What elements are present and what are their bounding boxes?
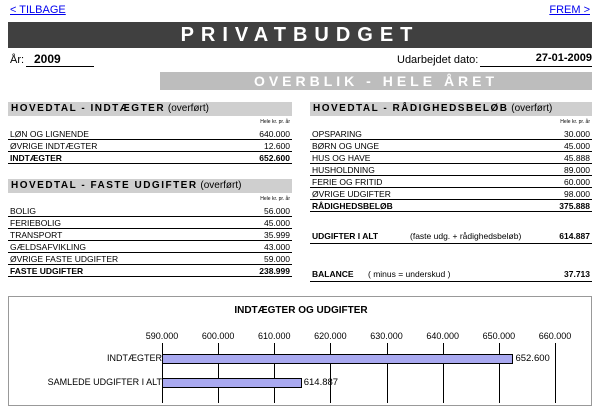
row-label: BØRN OG UNGE [312,141,380,151]
row-label: ØVRIGE UDGIFTER [312,189,391,199]
total-expenses-note: (faste udg. + rådighedsbeløb) [410,231,522,241]
table-row [8,241,292,253]
row-label: LØN OG LIGNENDE [10,129,89,139]
row-value[interactable]: 35.999 [264,230,290,240]
x-tick-label: 650.000 [482,331,516,341]
row-value[interactable]: 59.000 [264,254,290,264]
table-row [310,152,592,164]
row-label: OPSPARING [312,129,362,139]
row-label: HUS OG HAVE [312,153,371,163]
x-tick-label: 610.000 [258,331,291,341]
row-label: FERIE OG FRITID [312,177,383,187]
bar-value-label: 652.600 [515,353,550,364]
table-row [8,205,292,217]
balance-note: ( minus = underskud ) [368,269,451,279]
row-label: ØVRIGE INDTÆGTER [10,141,98,151]
disposable-table [310,128,592,212]
table-row [310,176,592,188]
row-value[interactable]: 98.000 [564,189,590,199]
disposable-total-row [310,200,592,212]
table-row [8,229,292,241]
x-tick-label: 600.000 [201,331,235,341]
disposable-section-title: HOVEDTAL - RÅDIGHEDSBELØB [313,103,509,114]
x-tick-label: 640.000 [426,331,459,341]
income-table [8,128,292,164]
table-row [8,128,292,140]
date-label: Udarbejdet dato: [397,54,479,66]
back-link[interactable]: < TILBAGE [10,4,66,16]
fixed-section-suffix: (overført) [200,180,242,191]
bar [162,354,513,364]
table-row [310,188,592,200]
total-expenses-label: UDGIFTER I ALT [312,231,379,241]
row-label: GÆLDSAFVIKLING [10,242,87,252]
row-label: ØVRIGE FASTE UDGIFTER [10,254,119,264]
row-value[interactable]: 43.000 [264,242,290,252]
fixed-section-header [8,179,292,193]
x-tick-label: 590.000 [145,331,179,341]
table-row [8,217,292,229]
date-field[interactable]: 27-01-2009 [480,52,592,67]
row-label: BOLIG [10,206,36,216]
x-tick-label: 620.000 [314,331,347,341]
row-value[interactable]: 30.000 [564,129,590,139]
disposable-section-suffix: (overført) [511,103,553,114]
row-label: FASTE UDGIFTER [10,266,84,276]
table-row [310,164,592,176]
year-field[interactable]: 2009 [26,52,94,67]
x-tick-label: 630.000 [370,331,403,341]
row-label: RÅDIGHEDSBELØB [312,201,393,211]
chart-title: INDTÆGTER OG UDGIFTER [234,305,368,316]
income-section-header [8,102,292,116]
disposable-section-header [310,102,592,116]
total-expenses-row [310,230,592,244]
table-row [8,140,292,152]
bar [162,378,302,388]
table-row [310,128,592,140]
row-value[interactable]: 45.000 [564,141,590,151]
row-label: HUSHOLDNING [312,165,375,175]
x-gridline [162,343,163,403]
total-expenses-value: 614.887 [559,231,590,241]
row-value[interactable]: 640.000 [259,129,290,139]
x-gridline [218,343,219,403]
x-tick-label: 660.000 [538,331,572,341]
income-expenses-chart [8,296,592,406]
page-title: PRIVATBUDGET [8,22,592,48]
forward-link[interactable]: FREM > [549,4,590,16]
income-section-suffix: (overført) [167,103,209,114]
row-value: 375.888 [559,201,590,211]
x-gridline [499,343,500,403]
balance-value: 37.713 [564,269,590,279]
overview-heading: OVERBLIK - HELE ÅRET [160,72,592,90]
income-unit-label: Hele kr. pr. år [260,119,290,125]
row-value: 238.999 [259,266,290,276]
row-label: TRANSPORT [10,230,63,240]
fixed-total-row [8,265,292,277]
fixed-table [8,205,292,277]
year-label: År: [10,54,25,66]
chart-plot [9,297,593,407]
row-value[interactable]: 12.600 [264,141,290,151]
x-gridline [443,343,444,403]
balance-row [310,268,592,282]
row-value[interactable]: 56.000 [264,206,290,216]
x-gridline [555,343,556,403]
income-section-title: HOVEDTAL - INDTÆGTER [11,103,166,114]
x-gridline [330,343,331,403]
table-row [310,140,592,152]
x-gridline [387,343,388,403]
row-value[interactable]: 89.000 [564,165,590,175]
row-value[interactable]: 45.888 [564,153,590,163]
row-value: 652.600 [259,153,290,163]
bar-value-label: 614.887 [303,377,339,388]
balance-label: BALANCE [312,269,354,279]
category-label: INDTÆGTER [107,353,162,363]
disposable-unit-label: Hele kr. pr. år [560,119,590,125]
category-label: SAMLEDE UDGIFTER I ALT [47,377,162,387]
table-row [8,253,292,265]
row-value[interactable]: 60.000 [564,177,590,187]
fixed-unit-label: Hele kr. pr. år [260,196,290,202]
row-value[interactable]: 45.000 [264,218,290,228]
row-label: INDTÆGTER [10,153,62,163]
row-label: FERIEBOLIG [10,218,62,228]
fixed-section-title: HOVEDTAL - FASTE UDGIFTER [11,180,198,191]
income-total-row [8,152,292,164]
x-gridline [274,343,275,403]
